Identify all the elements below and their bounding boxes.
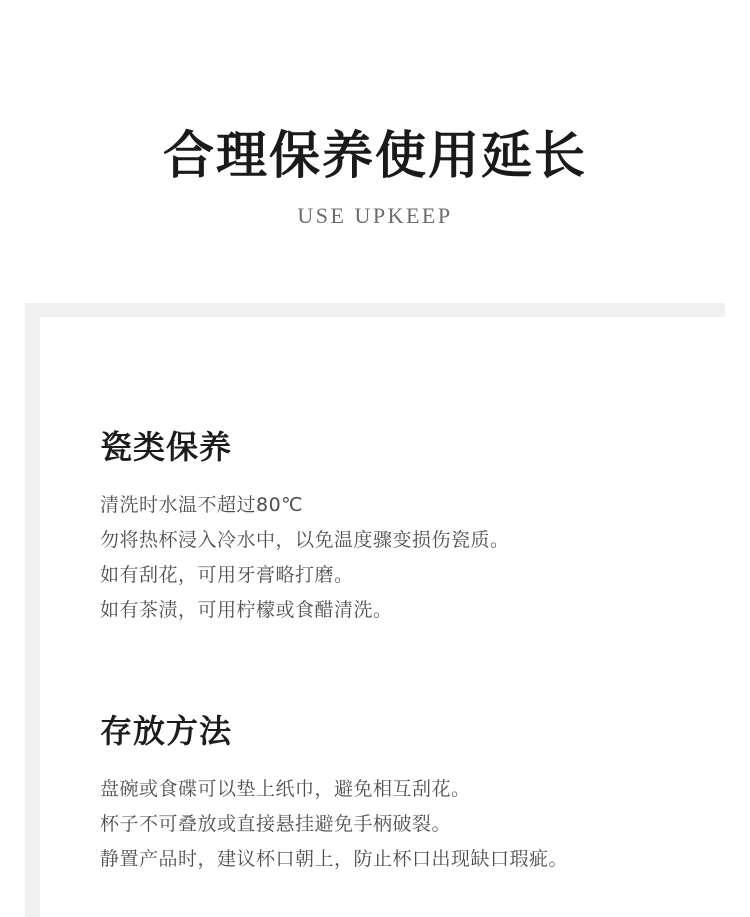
content-panel: [40, 317, 725, 917]
list-item: 如有刮花，可用牙膏略打磨。: [100, 564, 354, 586]
section-line-list: [100, 772, 725, 877]
section-title: 存放方法: [100, 712, 233, 750]
page-subtitle: USE UPKEEP: [297, 202, 453, 228]
section-porcelain-care: [100, 422, 725, 628]
section-storage-method: [100, 706, 725, 877]
list-item: 盘碗或食碟可以垫上纸巾，避免相互刮花。: [100, 778, 471, 800]
section-title: 瓷类保养: [100, 428, 233, 466]
list-item: 杯子不可叠放或直接悬挂避免手柄破裂。: [100, 813, 452, 835]
page-header: [0, 0, 750, 229]
list-item: 静置产品时，建议杯口朝上，防止杯口出现缺口瑕疵。: [100, 848, 569, 870]
list-item: 如有茶渍，可用柠檬或食醋清洗。: [100, 599, 393, 621]
content-body: [40, 317, 725, 877]
page-title: 合理保养使用延长: [162, 127, 587, 186]
list-item: 勿将热杯浸入冷水中，以免温度骤变损伤瓷质。: [100, 529, 510, 551]
section-line-list: [100, 488, 725, 628]
content-panel-frame: [25, 303, 725, 917]
list-item: 清洗时水温不超过80℃: [100, 494, 304, 516]
